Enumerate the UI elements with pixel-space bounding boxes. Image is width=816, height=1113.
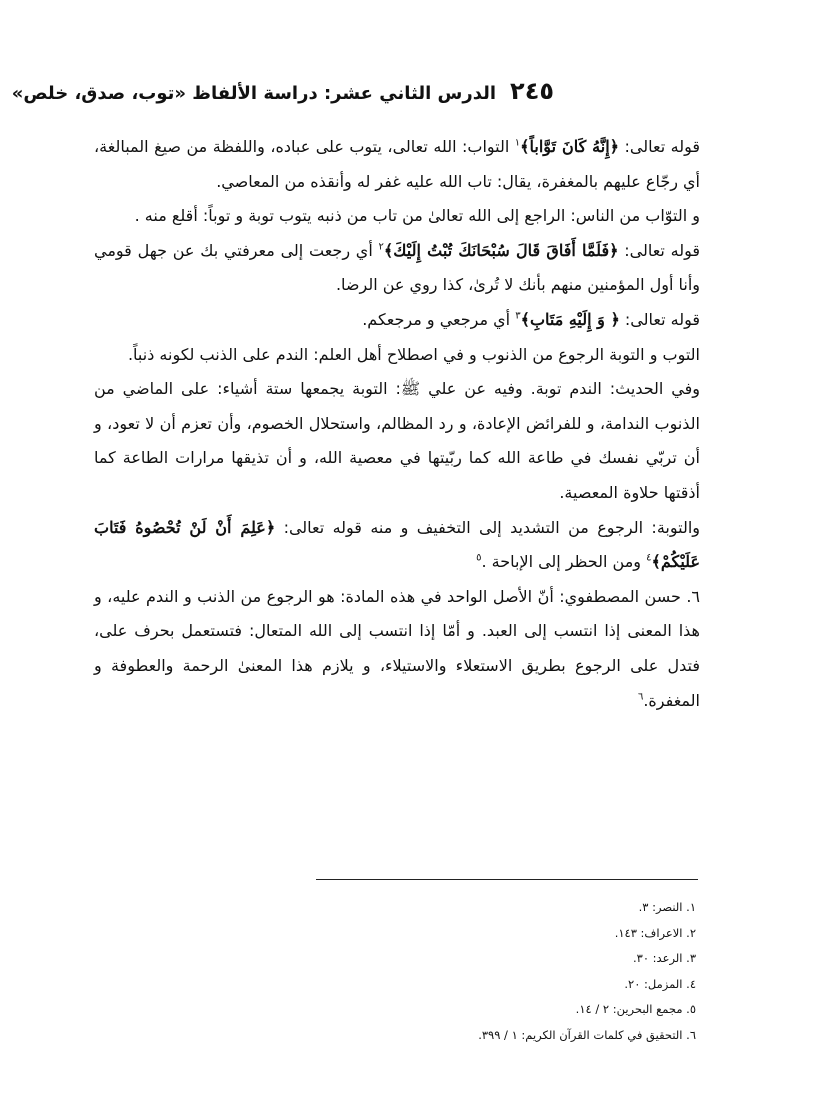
footnote-item: ٢. الاعراف: ١٤٣. <box>614 925 696 940</box>
paragraph-takhfif: والتوبة: الرجوع من التشديد إلى التخفيف و منه قوله تعالى: ﴿عَلِمَ أَنْ لَنْ تُحْصُوهُ فَتَابَ عَلَيْكُمْ﴾$^٤$ ومن الحظر إلى الإباحة .$^٥$ <box>94 517 700 572</box>
chapter-title: الدرس الثاني عشر: دراسة الألفاظ «توب، صدق، خلص» <box>11 83 497 104</box>
footnote-separator <box>316 879 698 880</box>
footnote-ref: ٥ <box>476 552 482 564</box>
paragraph-tawwab: قوله تعالى: ﴿إِنَّهُ كَانَ تَوَّاباً﴾$^١$ التواب: الله تعالى، يتوب على عباده، واللفظة من صيغ المبالغة، أي رجّاع عليهم بالمغفرة، يقال: تاب الله عليه غفر له وأنقذه من المعاصي. <box>94 137 700 191</box>
quran-verse: ﴿فَلَمَّا أَفَاقَ قَالَ سُبْحَانَكَ تُبْتُ إِلَيْكَ﴾ <box>383 240 619 260</box>
quran-verse: ﴿ وَ إِلَيْهِ مَتَابِ﴾ <box>520 309 620 329</box>
paragraph-hadith: وفي الحديث: الندم توبة. وفيه عن علي ﷺ: التوبة يجمعها ستة أشياء: على الماضي من الذنوب الندامة، و للفرائض الإعادة، و رد المظالم، واستحلال الخصوم، وأن تعزم أن لا تعود، و أن تربّي نفسك في طاعة الله كما ربّيتها في معصية الله، و أن تذيقها مرارات الطاعة كما أذقتها حلاوة المعصية. <box>94 379 700 502</box>
footnote-item: ٦. التحقيق في كلمات القرآن الكريم: ١ / ٣٩٩. <box>478 1027 696 1042</box>
footnote-ref: ١ <box>514 137 521 149</box>
footnote-item: ٤. المزمل: ٢٠. <box>624 976 696 991</box>
quran-verse: ﴿إِنَّهُ كَانَ تَوَّاباً﴾ <box>520 137 620 156</box>
footnote-ref: ٣ <box>515 310 521 322</box>
paragraph-tubtu: قوله تعالى: ﴿فَلَمَّا أَفَاقَ قَالَ سُبْحَانَكَ تُبْتُ إِلَيْكَ﴾$^٢$ أي رجعت إلى معرفتي بك عن جهل قومي وأنا أول المؤمنين منهم بأنك لا تُرىٰ، كذا روي عن الرضا. <box>94 240 700 295</box>
paragraph-tawbah-definition: التوب و التوبة الرجوع من الذنوب و في اصطلاح أهل العلم: الندم على الذنب لكونه ذنباً. <box>127 344 700 364</box>
paragraph-mustafawi: ٦. حسن المصطفوي: أنّ الأصل الواحد في هذه المادة: هو الرجوع من الذنب و الندم عليه، و هذا المعنى إذا انتسب إلى العبد. و أمّا إذا انتسب إلى الله المتعال: فتستعمل بحرف على، فتدل على الرجوع بطريق الاستعلاء والاستيلاء، و يلازم هذا المعنىٰ الرحمة والعطوفة و المغفرة.$^٦$ <box>94 586 700 710</box>
footnote-ref: ٤ <box>646 552 652 564</box>
footnotes <box>390 895 696 1049</box>
footnote-item: ٣. الرعد: ٣٠. <box>633 951 696 966</box>
running-header <box>11 74 554 108</box>
paragraph-tawwab-people: و التوّاب من الناس: الراجع إلى الله تعالىٰ من تاب من ذنبه يتوب توبة و توباً: أقلع منه . <box>134 206 700 226</box>
footnote-ref: ٦ <box>637 691 644 703</box>
page-number: ٢٤٥ <box>510 77 554 105</box>
paragraph-mataab: قوله تعالى: ﴿ وَ إِلَيْهِ مَتَابِ﴾$^٣$ أي مرجعي و مرجعكم. <box>362 309 700 329</box>
footnote-item: ١. النصر: ٣. <box>638 900 696 914</box>
quran-verse: ﴿عَلِمَ أَنْ لَنْ تُحْصُوهُ فَتَابَ عَلَيْكُمْ﴾ <box>94 517 700 572</box>
body-text <box>94 130 700 718</box>
footnote-item: ٥. مجمع البحرين: ٢ / ١٤. <box>575 1002 696 1017</box>
footnote-ref: ٢ <box>378 241 384 253</box>
